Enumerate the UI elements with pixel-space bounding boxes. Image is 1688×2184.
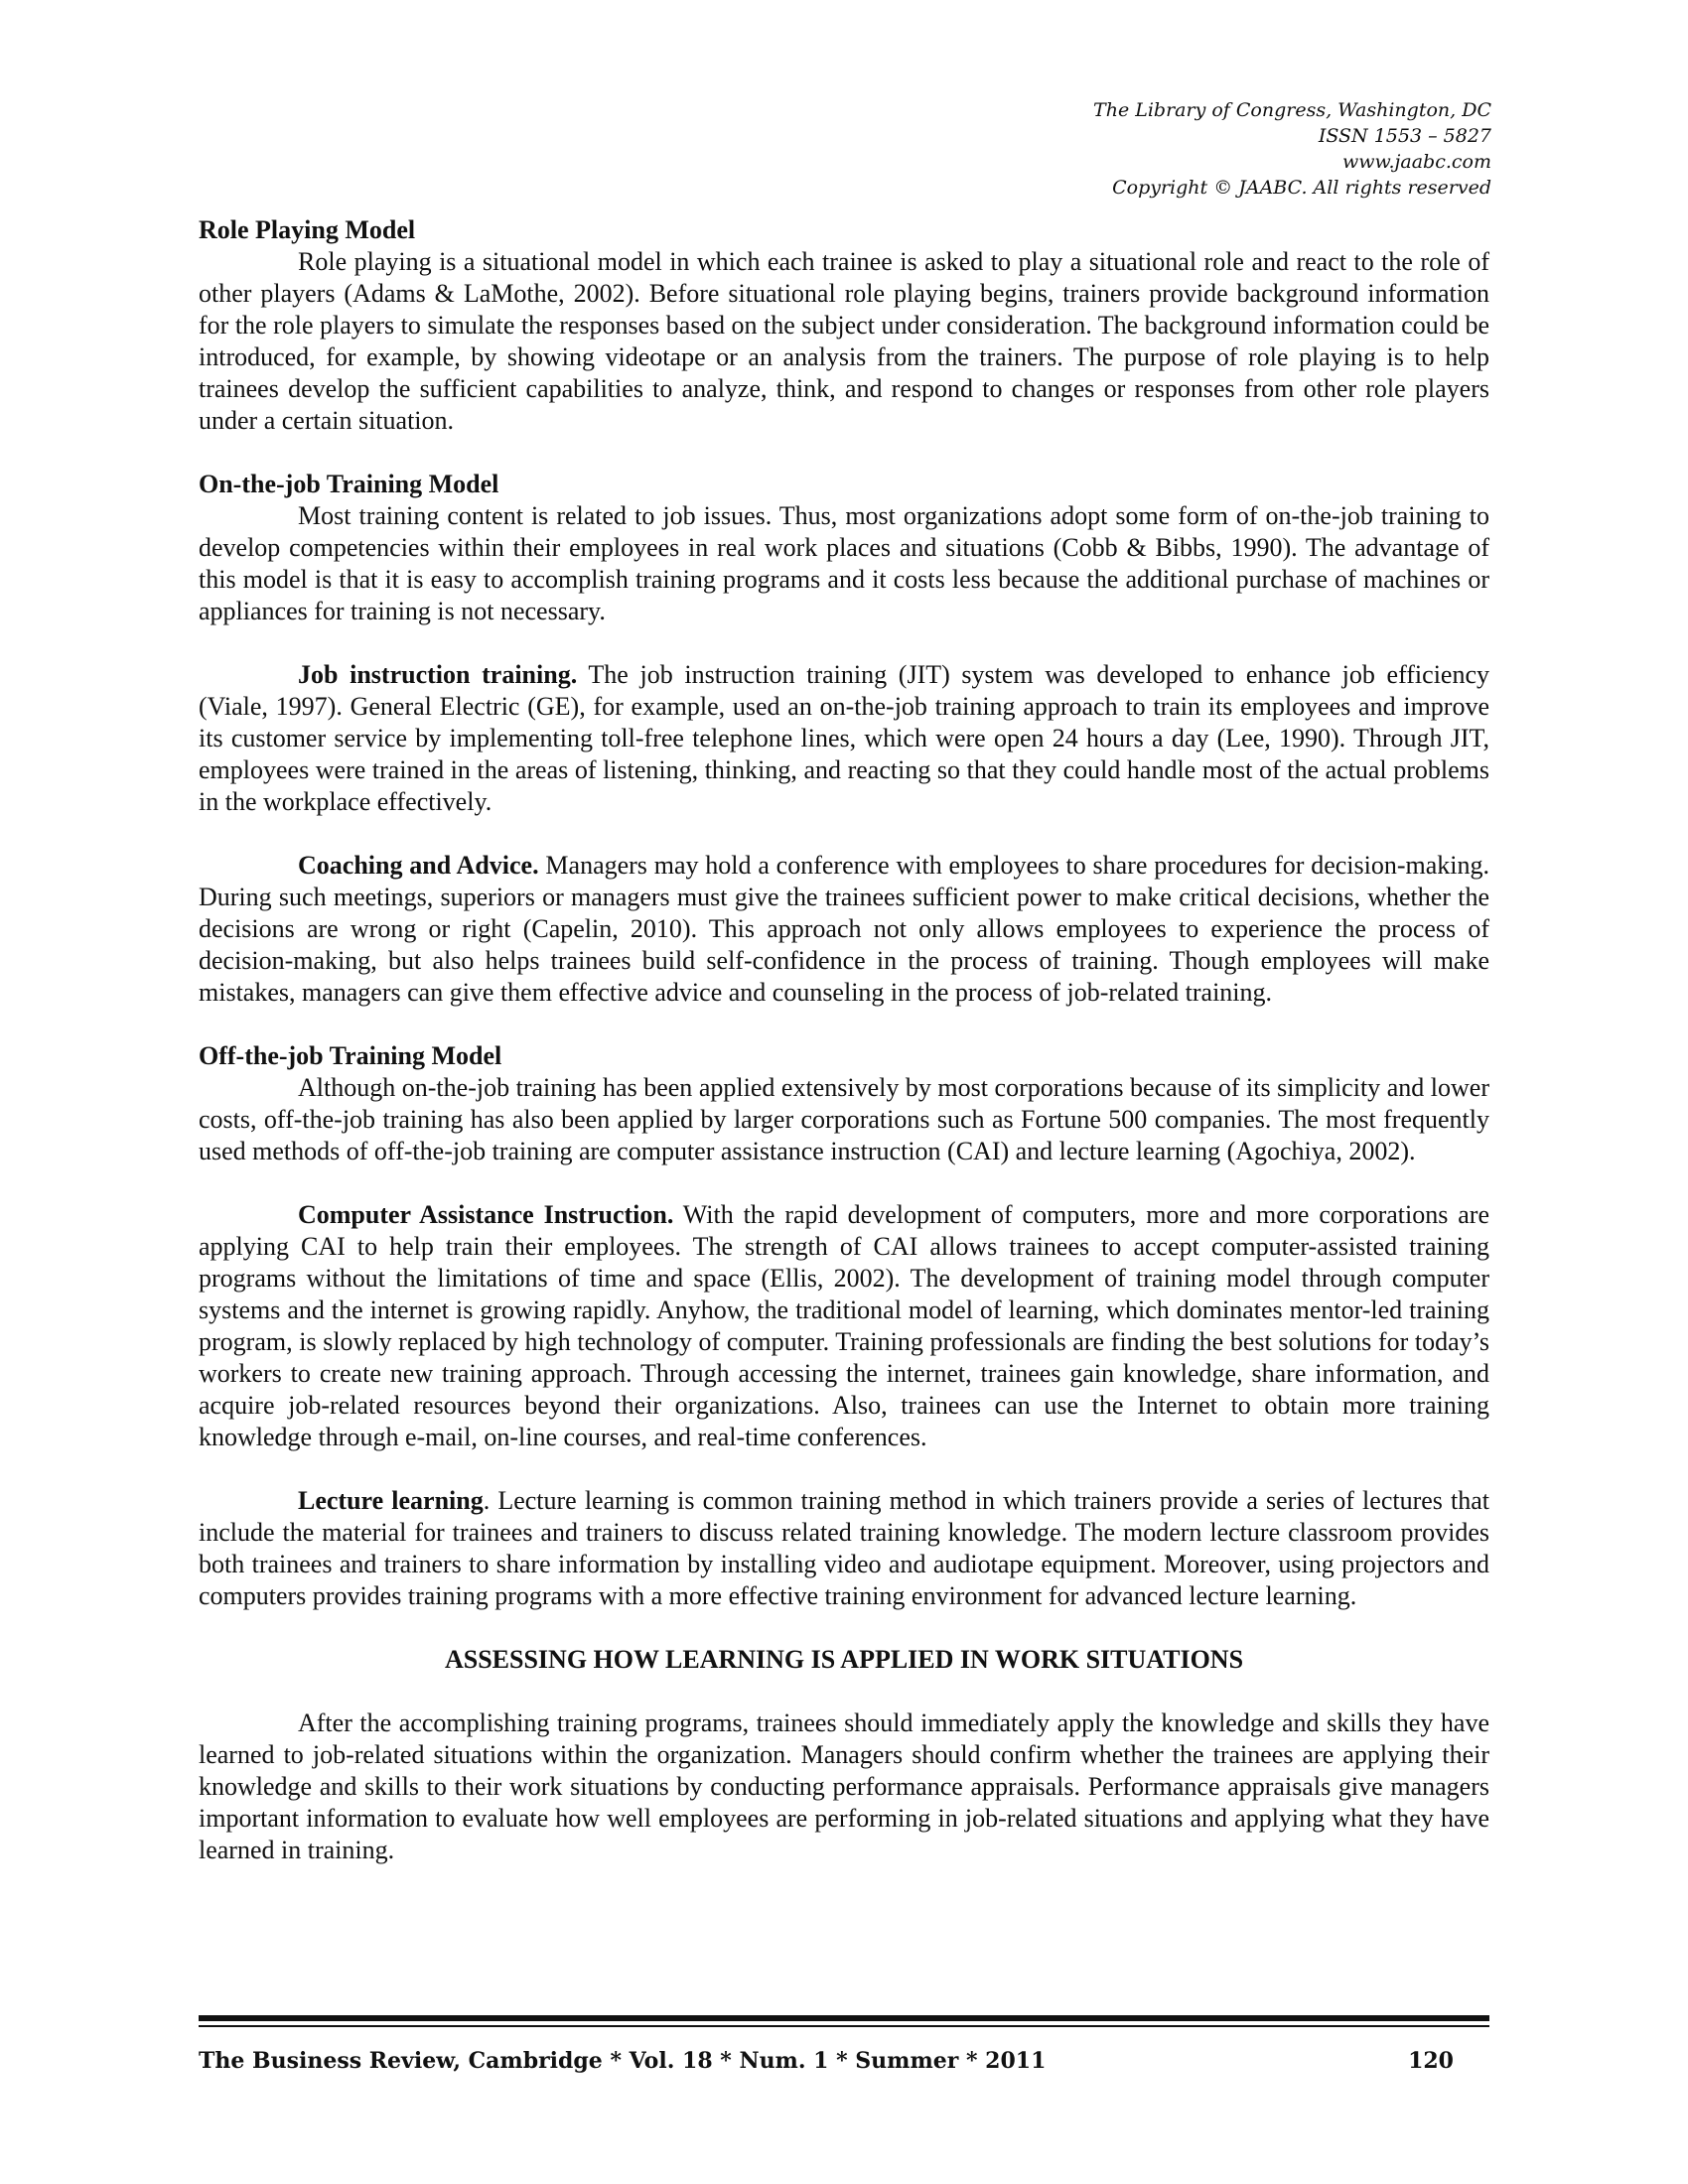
text-cai: With the rapid development of computers, more and more corporations are applying CAI to help train their employees. The strength of CAI allows trainees to accept computer-assisted training programs without the limitations of time and space (Ellis, 2002). The development of training model through computer systems and the internet is growing rapidly. Anyhow, the traditional model of learning, which dominates mentor-led training program, is slowly replaced by high technology of computer. Training professionals are finding the best solutions for today’s workers to create new training approach. Through accessing the internet, trainees gain knowledge, share information, and acquire job-related resources beyond their organizations. Also, trainees can use the Internet to obtain more training knowledge through e-mail, on-line courses, and real-time conferences.	[199, 1200, 1489, 1451]
paragraph-cai	[199, 1199, 1489, 1453]
heading-role-playing: Role Playing Model	[199, 215, 416, 244]
paragraph-off-the-job: Although on-the-job training has been applied extensively by most corporations because of its simplicity and lower costs, off-the-job training has also been applied by larger corporations such as Fortune 500 companies. The most frequently used methods of off-the-job training are computer assistance instruction (CAI) and lecture learning (Agochiya, 2002).	[199, 1073, 1489, 1165]
text-job-instruction: The job instruction training (JIT) system was developed to enhance job efficiency (Viale, 1997). General Electric (GE), for example, used an on-the-job training approach to train its employees and improve its customer service by implementing toll-free telephone lines, which were open 24 hours a day (Lee, 1990). Through JIT, employees were trained in the areas of listening, thinking, and reacting so that they could handle most of the actual problems in the workplace effectively.	[199, 660, 1489, 816]
paragraph-lecture	[199, 1485, 1489, 1612]
header-issn: ISSN 1553 – 5827	[1318, 125, 1491, 147]
paragraph-job-instruction	[199, 659, 1489, 818]
footer-rule-thin	[199, 2025, 1489, 2027]
header-library: The Library of Congress, Washington, DC	[1093, 99, 1491, 121]
heading-assessing: ASSESSING HOW LEARNING IS APPLIED IN WORK SITUATIONS	[444, 1645, 1244, 1674]
running-header	[1093, 97, 1491, 201]
footer-journal: The Business Review, Cambridge * Vol. 18 * Num. 1 * Summer * 2011	[199, 2048, 1047, 2074]
heading-off-the-job: Off-the-job Training Model	[199, 1041, 502, 1070]
header-copyright: Copyright © JAABC. All rights reserved	[1112, 177, 1491, 199]
paragraph-on-the-job: Most training content is related to job issues. Thus, most organizations adopt some form of on-the-job training to develop competencies within their employees in real work places and situations (Cobb & Bibbs, 1990). The advantage of this model is that it is easy to accomplish training programs and it costs less because the additional purchase of machines or appliances for training is not necessary.	[199, 501, 1489, 625]
paragraph-coaching	[199, 850, 1489, 1009]
footer-rule-thick	[199, 2015, 1489, 2021]
section-role-playing	[199, 214, 1489, 437]
paragraph-role-playing: Role playing is a situational model in which each trainee is asked to play a situational role and react to the role of other players (Adams & LaMothe, 2002). Before situational role playing begins, trainers provide background information for the role players to simulate the responses based on the subject under consideration. The background information could be introduced, for example, by showing videotape or an analysis from the trainers. The purpose of role playing is to help trainees develop the sufficient capabilities to analyze, think, and respond to changes or responses from other role players under a certain situation.	[199, 247, 1489, 435]
section-on-the-job	[199, 469, 1489, 627]
section-off-the-job	[199, 1040, 1489, 1167]
subheading-lecture: Lecture learning	[298, 1486, 484, 1515]
text-lecture: . Lecture learning is common training method in which trainers provide a series of lectures that include the material for trainees and trainers to discuss related training knowledge. The modern lecture classroom provides both trainees and trainers to share information by installing video and audiotape equipment. Moreover, using projectors and computers provides training programs with a more effective training environment for advanced lecture learning.	[199, 1486, 1489, 1610]
heading-on-the-job: On-the-job Training Model	[199, 470, 499, 498]
main-content	[199, 214, 1489, 1866]
subheading-coaching: Coaching and Advice.	[298, 851, 539, 880]
page-number: 120	[1408, 2048, 1454, 2074]
subheading-cai: Computer Assistance Instruction.	[298, 1200, 674, 1229]
subheading-job-instruction: Job instruction training.	[298, 660, 578, 689]
text-coaching: Managers may hold a conference with employees to share procedures for decision-making. During such meetings, superiors or managers must give the trainees sufficient power to make critical decisions, whether the decisions are wrong or right (Capelin, 2010). This approach not only allows employees to experience the process of decision-making, but also helps trainees build self-confidence in the process of training. Though employees will make mistakes, managers can give them effective advice and counseling in the process of job-related training.	[199, 851, 1489, 1007]
running-footer	[199, 2045, 1489, 2077]
paragraph-assessing: After the accomplishing training programs, trainees should immediately apply the knowledge and skills they have learned to job-related situations within the organization. Managers should confirm whether the trainees are applying their knowledge and skills to their work situations by conducting performance appraisals. Performance appraisals give managers important information to evaluate how well employees are performing in job-related situations and applying what they have learned in training.	[199, 1708, 1489, 1864]
header-website: www.jaabc.com	[1341, 151, 1491, 173]
